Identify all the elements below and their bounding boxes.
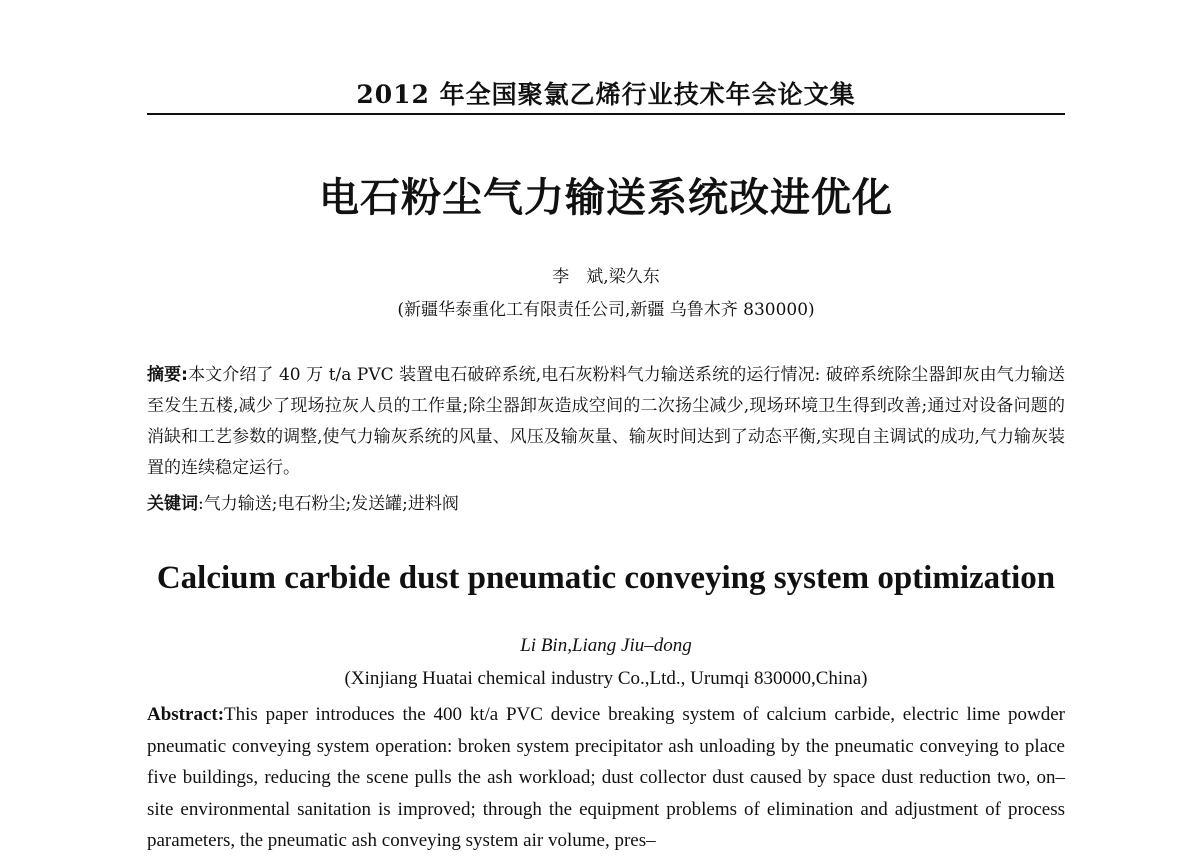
chinese-abstract-label: 摘要:: [147, 365, 188, 385]
english-abstract-text: This paper introduces the 400 kt/a PVC device breaking system of calcium carbide, electric lime powder pneumatic conveying system operation: broken system precipitator ash unloading by the pneumatic conveying to place five buildings, reducing the scene pulls the ash workload; dust collector dust caused by space dust reduction two, on–site environmental sanitation is improved; through the equipment problems of elimination and adjustment of process parameters, the pneumatic ash conveying system air volume, pres–: [147, 704, 1065, 851]
chinese-affiliation: (新疆华泰重化工有限责任公司,新疆 乌鲁木齐 830000): [397, 300, 815, 320]
english-abstract-label: Abstract:: [147, 704, 225, 725]
english-affiliation: (Xinjiang Huatai chemical industry Co.,Ltd., Urumqi 830000,China): [344, 668, 868, 689]
chinese-abstract: [147, 360, 1065, 484]
chinese-abstract-text: 本文介绍了 40 万 t/a PVC 装置电石破碎系统,电石灰粉料气力输送系统的运行情况: 破碎系统除尘器卸灰由气力输送至发生五楼,减少了现场拉灰人员的工作量;除尘器卸灰造成空间的二次扬尘减少,现场环境卫生得到改善;通过对设备问题的消缺和工艺参数的调整,使气力输灰系统的风量、风压及输灰量、输灰时间达到了动态平衡,实现自主调试的成功,气力输灰装置的连续稳定运行。: [147, 365, 1065, 478]
chinese-keywords: [147, 489, 1065, 519]
english-authors: Li Bin,Liang Jiu–dong: [520, 635, 692, 656]
running-header: 2012 年全国聚氯乙烯行业技术年会论文集: [356, 80, 856, 109]
english-title: Calcium carbide dust pneumatic conveying system optimization: [156, 560, 1056, 596]
english-abstract: [147, 699, 1065, 857]
header-rule: [147, 113, 1065, 115]
chinese-title: 电石粉尘气力输送系统改进优化: [319, 175, 893, 221]
chinese-keywords-text: :气力输送;电石粉尘;发送罐;进料阀: [198, 494, 459, 514]
chinese-authors: 李 斌,梁久东: [552, 267, 660, 287]
chinese-keywords-label: 关键词: [147, 494, 198, 514]
